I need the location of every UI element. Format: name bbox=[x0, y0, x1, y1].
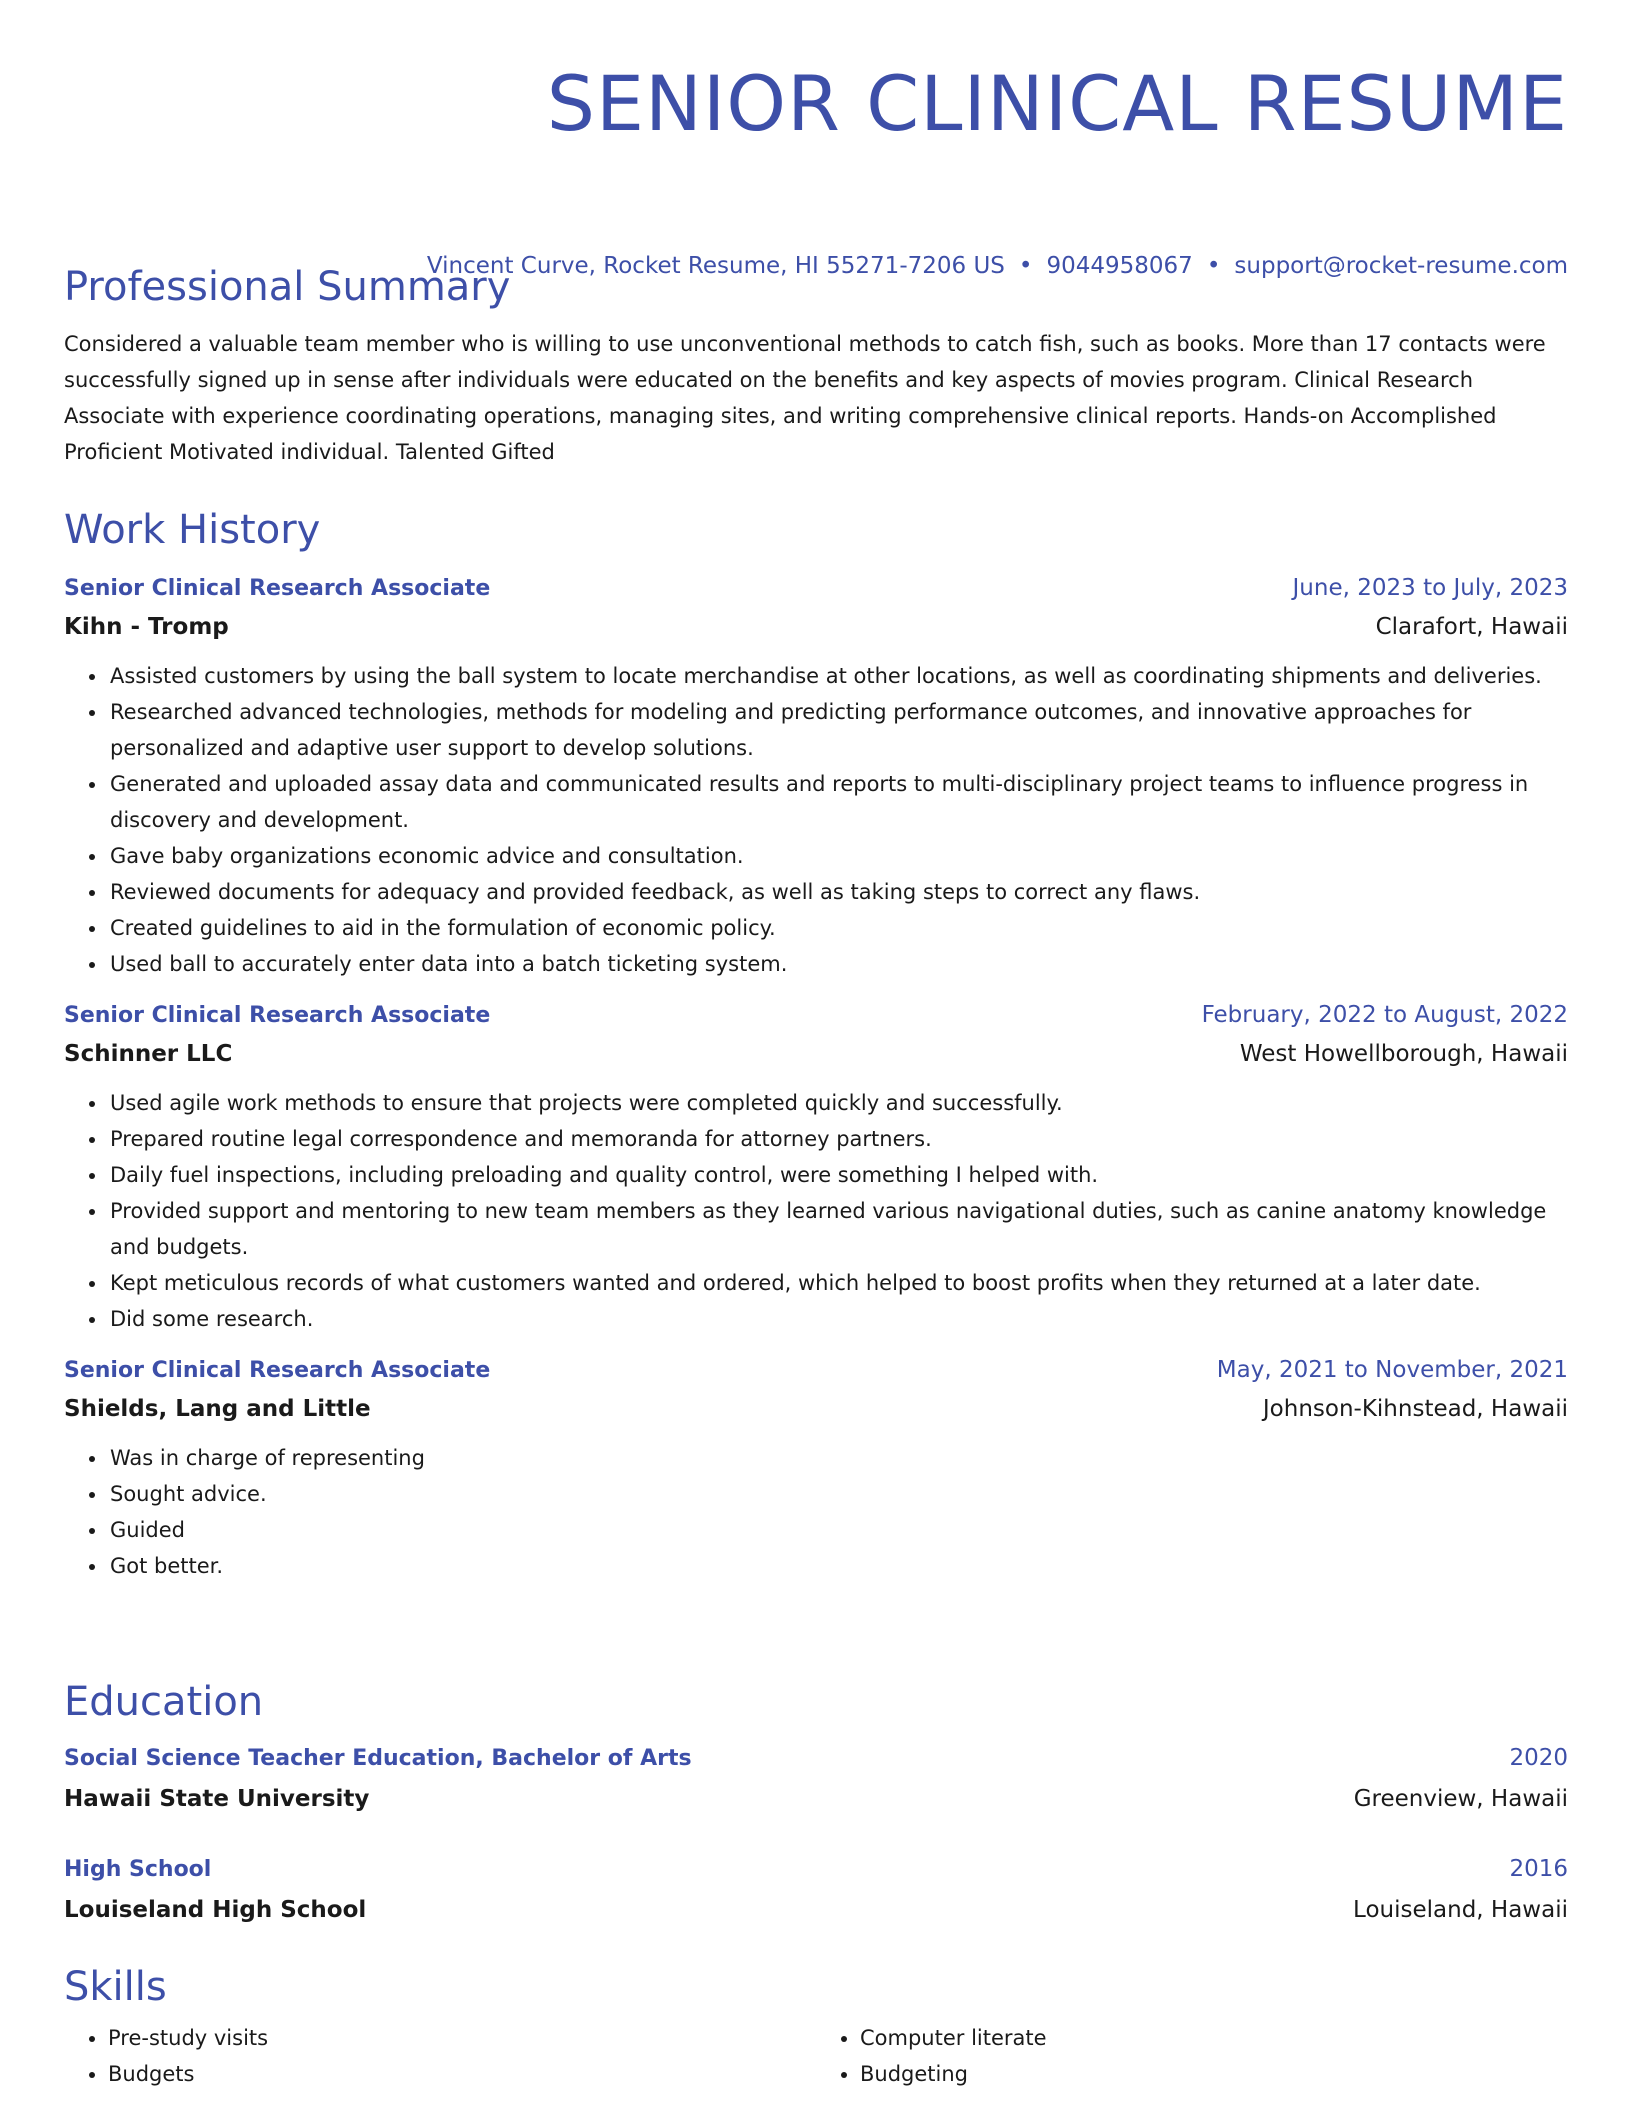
job-entry bbox=[64, 996, 1568, 1337]
list-item: • Prepared routine legal correspondence and memoranda for attorney partners. bbox=[108, 1121, 1568, 1157]
job-entry bbox=[64, 569, 1568, 982]
contact-phone: 9044958067 bbox=[1046, 253, 1193, 279]
school-location: Louiseland, Hawaii bbox=[1353, 1897, 1568, 1923]
list-item: • Used agile work methods to ensure that projects were completed quickly and successfully. bbox=[108, 1085, 1568, 1121]
list-item: • Guided bbox=[108, 1512, 1568, 1548]
school-name: Louiseland High School bbox=[64, 1897, 367, 1923]
job-dates: February, 2022 to August, 2022 bbox=[1201, 1002, 1568, 1028]
job-location: Clarafort, Hawaii bbox=[1375, 614, 1568, 640]
list-item: • Budgets bbox=[108, 2056, 816, 2092]
graduation-year: 2020 bbox=[1509, 1745, 1568, 1771]
list-item: • Reviewed documents for adequacy and provided feedback, as well as taking steps to correct any flaws. bbox=[108, 874, 1568, 910]
list-item: • Computer literate bbox=[860, 2020, 1568, 2056]
summary-section bbox=[64, 262, 1568, 470]
education-entry bbox=[64, 1739, 1568, 1818]
list-item: • Was in charge of representing bbox=[108, 1440, 1568, 1476]
work-history-section bbox=[64, 505, 1568, 1584]
skills-heading: Skills bbox=[64, 1964, 167, 2010]
list-item: • Researched advanced technologies, methods for modeling and predicting performance outcomes, and innovative approaches for personalized and adaptive user support to develop solutions. bbox=[108, 694, 1568, 766]
job-bullets bbox=[64, 1085, 1568, 1337]
list-item: • Used ball to accurately enter data into a batch ticketing system. bbox=[108, 946, 1568, 982]
job-title: Senior Clinical Research Associate bbox=[64, 576, 491, 601]
school-location: Greenview, Hawaii bbox=[1353, 1786, 1568, 1812]
school-name: Hawaii State University bbox=[64, 1786, 370, 1812]
job-employer: Shields, Lang and Little bbox=[64, 1396, 371, 1422]
list-item: • Got better. bbox=[108, 1548, 1568, 1584]
job-entry bbox=[64, 1351, 1568, 1584]
graduation-year: 2016 bbox=[1509, 1856, 1568, 1882]
list-item: • Provided support and mentoring to new team members as they learned various navigational duties, such as canine anatomy knowledge and budgets. bbox=[108, 1193, 1568, 1265]
list-item: • Did some research. bbox=[108, 1301, 1568, 1337]
list-item: • Kept meticulous records of what customers wanted and ordered, which helped to boost profits when they returned at a later date. bbox=[108, 1265, 1568, 1301]
degree: High School bbox=[64, 1857, 212, 1882]
degree: Social Science Teacher Education, Bachelor of Arts bbox=[64, 1746, 692, 1771]
summary-text: Considered a valuable team member who is willing to use unconventional methods to catch fish, such as books. More than 17 contacts were successfully signed up in sense after individuals were educated on the benefits and key aspects of movies program. Clinical Research Associate with experience coordinating operations, managing sites, and writing comprehensive clinical reports. Hands-on Accomplished Proficient Motivated individual. Talented Gifted bbox=[64, 332, 1546, 464]
job-bullets bbox=[64, 1440, 1568, 1584]
job-location: Johnson-Kihnstead, Hawaii bbox=[1262, 1396, 1568, 1422]
list-item: • Daily fuel inspections, including preloading and quality control, were something I helped with. bbox=[108, 1157, 1568, 1193]
job-title: Senior Clinical Research Associate bbox=[64, 1358, 491, 1383]
list-item: • Assisted customers by using the ball system to locate merchandise at other locations, as well as coordinating shipments and deliveries. bbox=[108, 658, 1568, 694]
education-heading: Education bbox=[64, 1679, 264, 1725]
education-section bbox=[64, 1677, 1568, 1929]
summary-heading: Professional Summary bbox=[64, 264, 511, 310]
skills-list-right bbox=[816, 2020, 1568, 2092]
list-item: • Budgeting bbox=[860, 2056, 1568, 2092]
separator-dot: • bbox=[1206, 253, 1221, 279]
list-item: • Pre-study visits bbox=[108, 2020, 816, 2056]
list-item: • Sought advice. bbox=[108, 1476, 1568, 1512]
work-history-heading: Work History bbox=[64, 507, 321, 553]
list-item: • Generated and uploaded assay data and communicated results and reports to multi-disciplinary project teams to influence progress in discovery and development. bbox=[108, 766, 1568, 838]
education-entry bbox=[64, 1850, 1568, 1929]
skills-section bbox=[64, 1962, 1568, 2092]
contact-email[interactable]: support@rocket-resume.com bbox=[1234, 253, 1568, 279]
list-item: • Created guidelines to aid in the formulation of economic policy. bbox=[108, 910, 1568, 946]
job-employer: Schinner LLC bbox=[64, 1041, 233, 1067]
job-employer: Kihn - Tromp bbox=[64, 614, 229, 640]
resume-title: SENIOR CLINICAL RESUME bbox=[546, 59, 1568, 148]
contact-address: Vincent Curve, Rocket Resume, HI 55271-7206 US bbox=[426, 253, 1005, 279]
job-dates: May, 2021 to November, 2021 bbox=[1216, 1357, 1568, 1383]
job-dates: June, 2023 to July, 2023 bbox=[1292, 575, 1568, 601]
separator-dot: • bbox=[1018, 253, 1033, 279]
list-item: • Gave baby organizations economic advice and consultation. bbox=[108, 838, 1568, 874]
job-location: West Howellborough, Hawaii bbox=[1239, 1041, 1568, 1067]
skills-list-left bbox=[64, 2020, 816, 2092]
job-title: Senior Clinical Research Associate bbox=[64, 1003, 491, 1028]
skills-columns bbox=[64, 2012, 1568, 2092]
job-bullets bbox=[64, 658, 1568, 982]
